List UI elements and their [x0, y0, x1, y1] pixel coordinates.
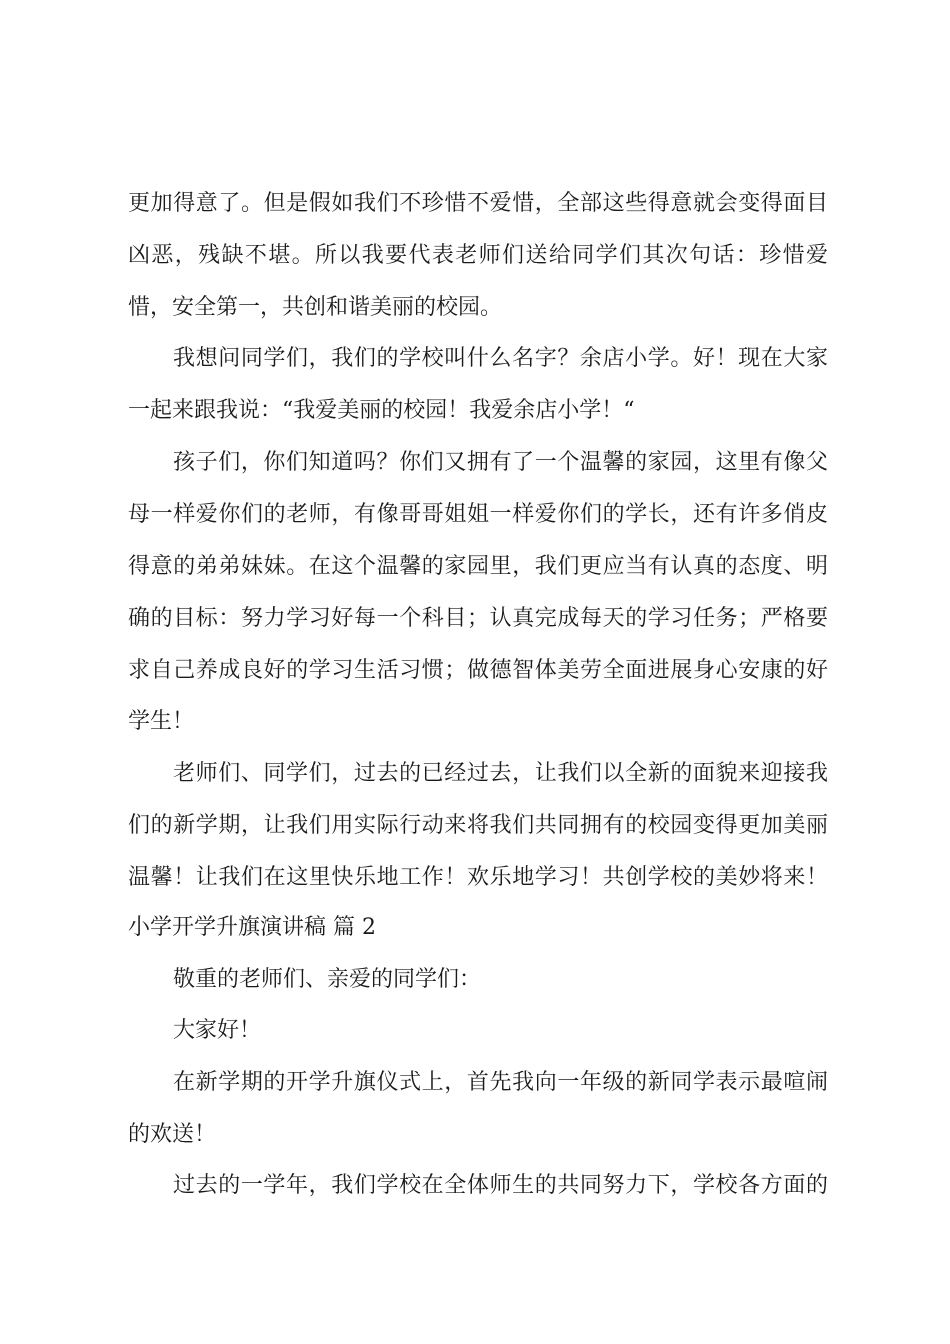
- paragraph-line: 母一样爱你们的老师，有像哥哥姐姐一样爱你们的学长，还有许多俏皮: [128, 502, 828, 527]
- paragraph-line: 温馨！让我们在这里快乐地工作！欢乐地学习！共创学校的美妙将来！: [128, 865, 828, 890]
- paragraph-line: 求自己养成良好的学习生活习惯；做德智体美劳全面进展身心安康的好: [128, 658, 828, 683]
- paragraph-line: 的欢送！: [128, 1122, 217, 1147]
- paragraph-line: 一起来跟我说：“我爱美丽的校园！我爱余店小学！“: [128, 398, 635, 423]
- paragraph-line: 更加得意了。但是假如我们不珍惜不爱惜，全部这些得意就会变得面目: [128, 191, 828, 216]
- paragraph-line: 老师们、同学们，过去的已经过去，让我们以全新的面貌来迎接我: [173, 761, 828, 786]
- greeting: 大家好！: [173, 1018, 262, 1043]
- paragraph-line: 得意的弟弟妹妹。在这个温馨的家园里，我们更应当有认真的态度、明: [128, 554, 828, 579]
- paragraph-line: 们的新学期，让我们用实际行动来将我们共同拥有的校园变得更加美丽: [128, 813, 828, 838]
- paragraph-line: 确的目标：努力学习好每一个科目；认真完成每天的学习任务；严格要: [128, 606, 828, 631]
- paragraph-line: 惜，安全第一，共创和谐美丽的校园。: [128, 295, 503, 320]
- paragraph-line: 学生！: [128, 709, 195, 734]
- section-heading: 小学开学升旗演讲稿 篇 2: [128, 915, 376, 940]
- paragraph-line: 在新学期的开学升旗仪式上，首先我向一年级的新同学表示最喧闹: [173, 1070, 828, 1095]
- salutation: 敬重的老师们、亲爱的同学们：: [173, 967, 482, 992]
- paragraph-line: 孩子们，你们知道吗？你们又拥有了一个温馨的家园，这里有像父: [173, 450, 828, 475]
- paragraph-line: 过去的一学年，我们学校在全体师生的共同努力下，学校各方面的: [173, 1173, 828, 1198]
- paragraph-line: 我想问同学们，我们的学校叫什么名字？余店小学。好！现在大家: [173, 346, 828, 371]
- paragraph-line: 凶恶，残缺不堪。所以我要代表老师们送给同学们其次句话：珍惜爱: [128, 243, 828, 268]
